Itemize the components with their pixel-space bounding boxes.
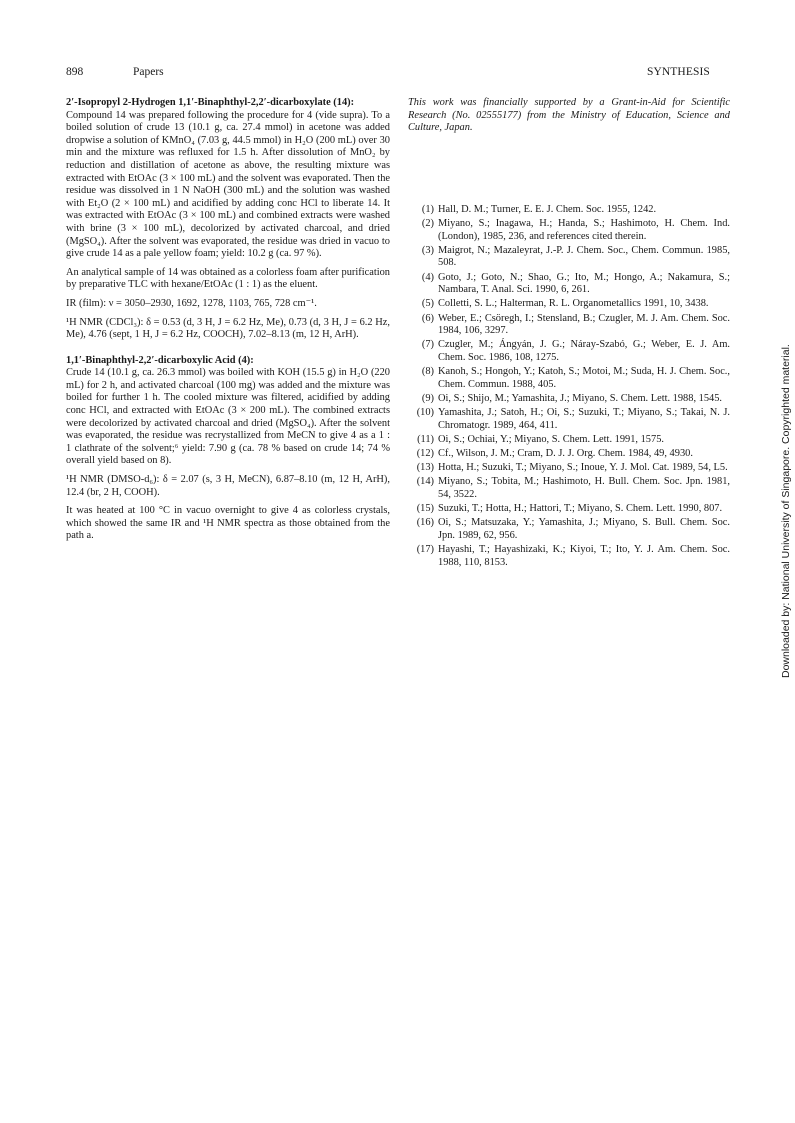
reference-text: Suzuki, T.; Hotta, H.; Hattori, T.; Miyano, S. Chem. Lett. 1990, 807. xyxy=(438,503,723,515)
section-title-4: 1,1′-Binaphthyl-2,2′-dicarboxylic Acid (4): xyxy=(66,354,254,366)
reference-number: (15) xyxy=(416,503,434,515)
reference-number: (5) xyxy=(421,298,434,310)
reference-item xyxy=(408,366,730,391)
reference-text: Cf., Wilson, J. M.; Cram, D. J. J. Org. Chem. 1984, 49, 4930. xyxy=(438,448,693,459)
reference-text: Oi, S.; Shijo, M.; Yamashita, J.; Miyano, S. Chem. Lett. 1988, 1545. xyxy=(438,392,723,404)
journal-name: SYNTHESIS xyxy=(647,66,710,78)
analytical-sample-para: An analytical sample of 14 was obtained as a colorless foam after purification by preparative TLC with hexane/EtOAc (1 : 1) as the eluent. xyxy=(66,266,390,291)
right-column xyxy=(408,97,730,571)
reference-text: Miyano, S.; Inagawa, H.; Handa, S.; Hashimoto, H. Chem. Ind. (London), 1985, 236, and references cited therein. xyxy=(438,217,730,242)
reference-number: (3) xyxy=(421,244,434,256)
reference-number: (1) xyxy=(421,203,434,215)
procedure-4 xyxy=(66,355,390,468)
section-title-14: 2′-Isopropyl 2-Hydrogen 1,1′-Binaphthyl-2,2′-dicarboxylate (14): xyxy=(66,97,355,108)
section-name: Papers xyxy=(133,66,164,78)
procedure-14-body: Compound 14 was prepared following the procedure for 4 (vide supra). To a boiled solution of crude 13 (10.1 g, ca. 27.4 mmol) in acetone was added dropwise a solution of KMnO₄ (7.03 g, 44.5 mmol) in H₂O (200 mL) over 30 min and the mixture was refluxed for 1.5 h. After dissolution of MnO₂ by reduction and distillation of acetone as above, the resulting mixture was extracted with EtOAc (3 × 100 mL) and the solvent was evaporated. Then the residue was dissolved in 1 N NaOH (300 mL) and the solution was washed with Et₂O (2 × 100 mL) and acidified by adding conc HCl to liberate 14. It was extracted with EtOAc (3 × 100 mL) and combined extracts were washed with brine (3 × 100 mL), decolorized by activated charcoal, and dried (MgSO₄). After the solvent was evaporated, the residue was dried in vacuo to give crude 14 as a pale yellow foam; yield: 10.2 g (ca. 97 %). xyxy=(66,109,390,260)
reference-text: Maigrot, N.; Mazaleyrat, J.-P. J. Chem. Soc., Chem. Commun. 1985, 508. xyxy=(438,244,730,269)
left-column xyxy=(66,97,390,549)
reference-item xyxy=(408,218,730,243)
heating-para: It was heated at 100 °C in vacuo overnight to give 4 as colorless crystals, which showed the same IR and ¹H NMR spectra as those obtained from the path a. xyxy=(66,505,390,542)
reference-text: Goto, J.; Goto, N.; Shao, G.; Ito, M.; Hongo, A.; Nakamura, S.; Nambara, T. Anal. Sci. 1990, 6, 261. xyxy=(438,271,730,296)
reference-item xyxy=(408,339,730,364)
reference-item xyxy=(408,204,730,217)
reference-text: Hotta, H.; Suzuki, T.; Miyano, S.; Inoue, Y. J. Mol. Cat. 1989, 54, L5. xyxy=(438,462,728,474)
reference-text: Yamashita, J.; Satoh, H.; Oi, S.; Suzuki, T.; Miyano, S.; Takai, N. J. Chromatogr. 1989, 464, 411. xyxy=(438,407,730,431)
download-note: Downloaded by: National University of Singapore. Copyrighted material. xyxy=(780,344,792,678)
reference-text: Oi, S.; Matsuzaka, Y.; Yamashita, J.; Miyano, S. Bull. Chem. Soc. Jpn. 1989, 62, 956. xyxy=(438,517,730,541)
reference-number: (14) xyxy=(416,476,434,488)
reference-number: (12) xyxy=(416,448,434,459)
reference-number: (13) xyxy=(416,462,434,474)
reference-item xyxy=(408,407,730,432)
reference-number: (11) xyxy=(417,433,434,445)
reference-number: (6) xyxy=(421,312,434,324)
reference-text: Weber, E.; Csöregh, I.; Stensland, B.; Czugler, M. J. Am. Chem. Soc. 1984, 106, 3297. xyxy=(438,312,730,337)
reference-item xyxy=(408,544,730,569)
download-watermark xyxy=(780,344,792,678)
nmr-data-14: ¹H NMR (CDCl₃): δ = 0.53 (d, 3 H, J = 6.2 Hz, Me), 0.73 (d, 3 H, J = 6.2 Hz, Me), 4.76 (sept, 1 H, J = 6.2 Hz, COOCH), 7.02–8.13 (m, 12 H, ArH). xyxy=(66,316,390,341)
reference-item xyxy=(408,517,730,542)
nmr-data-4: ¹H NMR (DMSO-d₆): δ = 2.07 (s, 3 H, MeCN), 6.87–8.10 (m, 12 H, ArH), 12.4 (br, 2 H, COOH). xyxy=(66,474,390,498)
reference-item xyxy=(408,476,730,501)
reference-item xyxy=(408,313,730,338)
reference-text: Miyano, S.; Tobita, M.; Hashimoto, H. Bull. Chem. Soc. Jpn. 1981, 54, 3522. xyxy=(438,476,730,500)
reference-number: (2) xyxy=(421,217,434,229)
ir-data-14: IR (film): ν = 3050–2930, 1692, 1278, 1103, 765, 728 cm⁻¹. xyxy=(66,297,317,309)
page-number: 898 xyxy=(66,66,84,78)
reference-text: Kanoh, S.; Hongoh, Y.; Katoh, S.; Motoi, M.; Suda, H. J. Chem. Soc., Chem. Commun. 1988, 405. xyxy=(438,366,730,390)
procedure-14 xyxy=(66,97,390,261)
reference-item xyxy=(408,448,730,461)
reference-text: Czugler, M.; Ángyán, J. G.; Náray-Szabó, G.; Weber, E. J. Am. Chem. Soc. 1986, 108, 1275. xyxy=(438,339,730,363)
reference-list xyxy=(408,204,730,570)
reference-item xyxy=(408,434,730,447)
reference-number: (9) xyxy=(421,392,434,404)
reference-item xyxy=(408,245,730,270)
reference-number: (16) xyxy=(416,517,434,529)
reference-item xyxy=(408,272,730,297)
reference-text: Hayashi, T.; Hayashizaki, K.; Kiyoi, T.; Ito, Y. J. Am. Chem. Soc. 1988, 110, 8153. xyxy=(438,544,730,568)
procedure-4-body: Crude 14 (10.1 g, ca. 26.3 mmol) was boiled with KOH (15.5 g) in H₂O (220 mL) for 2 h, and activated charcoal (100 mg) was added and the mixture was boiled for further 1 h. The cooled mixture was filtered, acidified by adding conc HCl, and extracted with EtOAc (3 × 200 mL). The combined extracts were decolorized by activated charcoal and dried (MgSO₄). After the solvent was evaporated, the residue was recrystallized from MeCN to give 4 as a 1 : 1 clathrate of the solvent;⁶ yield: 7.90 g (ca. 78 % based on crude 14; 74 % overall yield based on 8). xyxy=(66,367,390,467)
reference-item xyxy=(408,298,730,311)
reference-item xyxy=(408,462,730,475)
reference-text: Oi, S.; Ochiai, Y.; Miyano, S. Chem. Lett. 1991, 1575. xyxy=(438,433,664,445)
acknowledgement: This work was financially supported by a Grant-in-Aid for Scientific Research (No. 02555177) from the Ministry of Education, Science and Culture, Japan. xyxy=(408,97,730,134)
reference-number: (10) xyxy=(416,407,434,419)
reference-number: (7) xyxy=(421,339,434,351)
reference-item xyxy=(408,503,730,516)
reference-number: (4) xyxy=(421,271,434,283)
reference-text: Hall, D. M.; Turner, E. E. J. Chem. Soc. 1955, 1242. xyxy=(438,203,657,215)
reference-number: (17) xyxy=(416,544,434,556)
reference-number: (8) xyxy=(421,366,434,378)
reference-text: Colletti, S. L.; Halterman, R. L. Organometallics 1991, 10, 3438. xyxy=(438,298,709,310)
reference-item xyxy=(408,393,730,406)
